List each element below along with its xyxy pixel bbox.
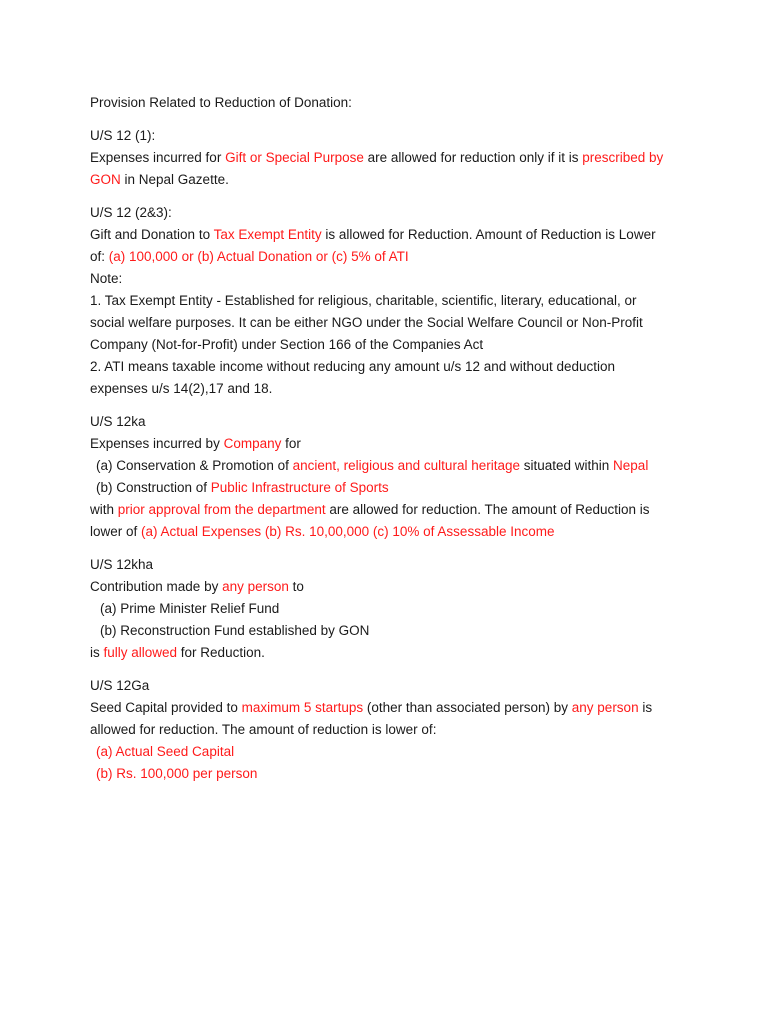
note-line: Company (Not-for-Profit) under Section 166 of the Companies Act bbox=[90, 337, 484, 352]
list-item: (b) Construction of Public Infrastructure of Sports bbox=[96, 480, 389, 495]
paragraph-line: with prior approval from the department are allowed for reduction. The amount of Reduction is bbox=[90, 502, 650, 517]
note-label: Note: bbox=[90, 271, 123, 286]
highlight-text: (a) Actual Expenses (b) Rs. 10,00,000 (c) 10% of Assessable Income bbox=[141, 524, 555, 539]
section-title-12-1: U/S 12 (1): bbox=[90, 128, 156, 143]
note-line: 2. ATI means taxable income without reducing any amount u/s 12 and without deduction bbox=[90, 359, 616, 374]
section-title-12ga: U/S 12Ga bbox=[90, 678, 150, 693]
highlight-text: Nepal bbox=[613, 458, 649, 473]
highlight-text: (a) 100,000 or (b) Actual Donation or (c) 5% of ATI bbox=[108, 249, 409, 264]
highlight-text: prior approval from the department bbox=[117, 502, 326, 517]
list-item: (b) Rs. 100,000 per person bbox=[96, 766, 258, 781]
highlight-text: GON bbox=[90, 172, 121, 187]
paragraph-line: Gift and Donation to Tax Exempt Entity is allowed for Reduction. Amount of Reduction is Lower bbox=[90, 227, 656, 242]
section-title-12-2-3: U/S 12 (2&3): bbox=[90, 205, 172, 220]
highlight-text: any person bbox=[571, 700, 639, 715]
section-title-12kha: U/S 12kha bbox=[90, 557, 154, 572]
note-line: 1. Tax Exempt Entity - Established for religious, charitable, scientific, literary, educational, or bbox=[90, 293, 637, 308]
note-line: social welfare purposes. It can be either NGO under the Social Welfare Council or Non-Profit bbox=[90, 315, 643, 330]
highlight-text: maximum 5 startups bbox=[241, 700, 364, 715]
paragraph-line: is fully allowed for Reduction. bbox=[90, 645, 265, 660]
section-title-12ka: U/S 12ka bbox=[90, 414, 146, 429]
paragraph-line: Contribution made by any person to bbox=[90, 579, 304, 594]
list-item: (a) Prime Minister Relief Fund bbox=[100, 601, 280, 616]
highlight-text: Public Infrastructure of Sports bbox=[210, 480, 389, 495]
paragraph-line: Expenses incurred for Gift or Special Purpose are allowed for reduction only if it is prescribed by bbox=[90, 150, 664, 165]
paragraph-line: of: (a) 100,000 or (b) Actual Donation or (c) 5% of ATI bbox=[90, 249, 409, 264]
highlight-text: any person bbox=[222, 579, 289, 594]
highlight-text: fully allowed bbox=[103, 645, 178, 660]
highlight-text: Tax Exempt Entity bbox=[213, 227, 322, 242]
document-body bbox=[90, 92, 690, 785]
list-item: (a) Conservation & Promotion of ancient, religious and cultural heritage situated within Nepal bbox=[96, 458, 649, 473]
note-line: expenses u/s 14(2),17 and 18. bbox=[90, 381, 273, 396]
paragraph-line: Seed Capital provided to maximum 5 startups (other than associated person) by any person is bbox=[90, 700, 653, 715]
highlight-text: Gift or Special Purpose bbox=[225, 150, 364, 165]
paragraph-line: allowed for reduction. The amount of reduction is lower of: bbox=[90, 722, 437, 737]
paragraph-line: lower of (a) Actual Expenses (b) Rs. 10,00,000 (c) 10% of Assessable Income bbox=[90, 524, 555, 539]
document-heading: Provision Related to Reduction of Donation: bbox=[90, 95, 352, 110]
paragraph-line: Expenses incurred by Company for bbox=[90, 436, 301, 451]
highlight-text: ancient, religious and cultural heritage bbox=[292, 458, 520, 473]
list-item: (a) Actual Seed Capital bbox=[96, 744, 235, 759]
list-item: (b) Reconstruction Fund established by GON bbox=[100, 623, 370, 638]
highlight-text: Company bbox=[223, 436, 282, 451]
highlight-text: prescribed by bbox=[582, 150, 664, 165]
paragraph-line: GON in Nepal Gazette. bbox=[90, 172, 229, 187]
